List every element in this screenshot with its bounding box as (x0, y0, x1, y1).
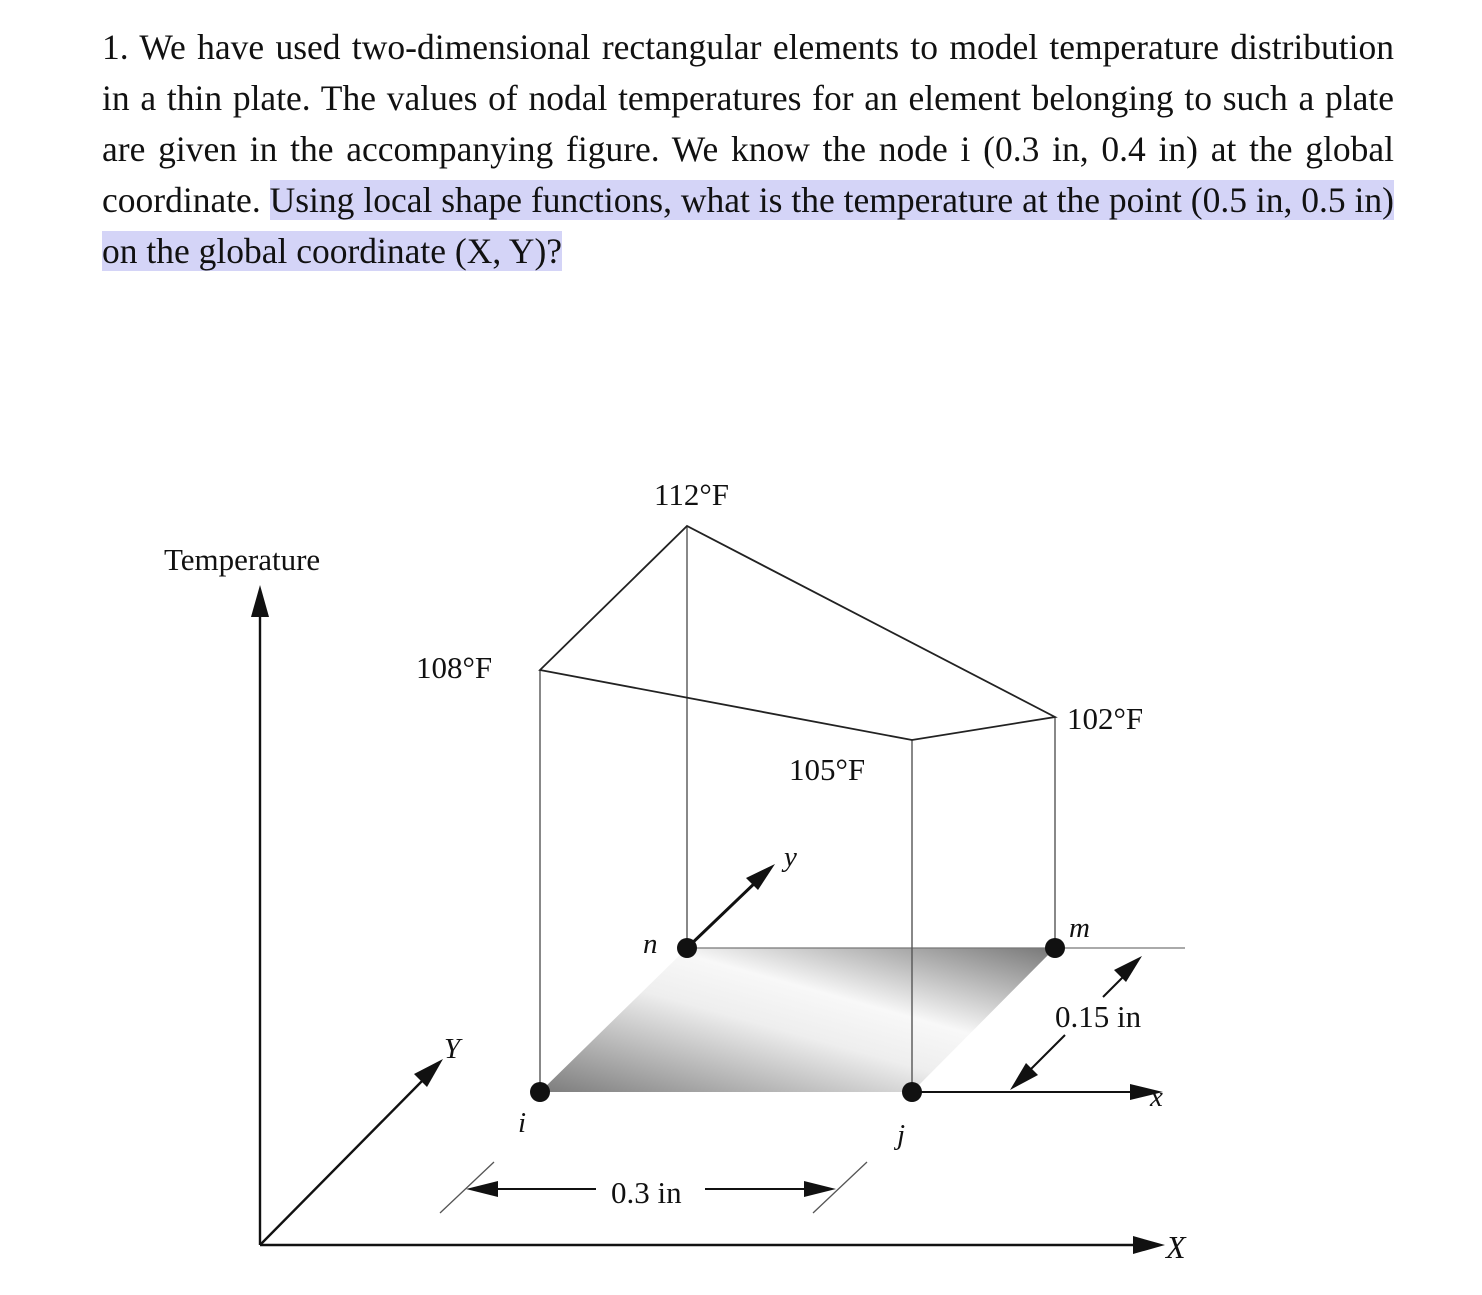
temperature-surface (540, 526, 1055, 740)
node-m-dot (1045, 938, 1065, 958)
x-axis-label: X (1166, 1229, 1186, 1265)
height-dim-arrow-upper (1114, 956, 1142, 982)
global-axes (260, 612, 1142, 1245)
node-i-label: i (518, 1107, 527, 1139)
height-dimension-label: 0.15 in (1055, 999, 1142, 1034)
node-n-temperature: 112°F (654, 477, 729, 512)
node-i-temperature: 108°F (416, 650, 493, 685)
y-axis-line (260, 1079, 424, 1245)
node-m-label: m (1069, 912, 1090, 944)
node-j-temperature: 105°F (789, 752, 866, 787)
element-plate (540, 948, 1055, 1092)
temperature-axis-arrowhead (251, 585, 269, 617)
x-axis-arrowhead (1133, 1236, 1165, 1254)
node-i-dot (530, 1082, 550, 1102)
node-n-dot (677, 938, 697, 958)
node-m-temperature: 102°F (1067, 701, 1144, 736)
temperature-axis-label: Temperature (164, 542, 321, 577)
height-dim-line-lower (1028, 1035, 1065, 1072)
node-n-label: n (643, 928, 658, 960)
y-axis-arrowhead (414, 1059, 443, 1087)
node-j-dot (902, 1082, 922, 1102)
node-j-label: j (897, 1119, 906, 1151)
local-y-axis-line (687, 880, 758, 948)
y-axis-label: Y (444, 1033, 461, 1065)
problem-text: 1. We have used two-dimensional rectangular elements to model temperature distribution in a thin plate. The values of nodal temperatures for an element belonging to such a plate are given in the accompanying figure. We know the node i (0.3 in, 0.4 in) at the global coordinate. (102, 27, 1394, 220)
local-x-label: x (1150, 1081, 1163, 1113)
width-dimension-label: 0.3 in (611, 1175, 682, 1210)
width-dim-arrow-right (804, 1181, 836, 1197)
highlighted-question: Using local shape functions, what is the temperature at the point (0.5 in, 0.5 in) on the global coordinate (X, Y)? (102, 180, 1394, 271)
local-y-label: y (784, 841, 797, 873)
